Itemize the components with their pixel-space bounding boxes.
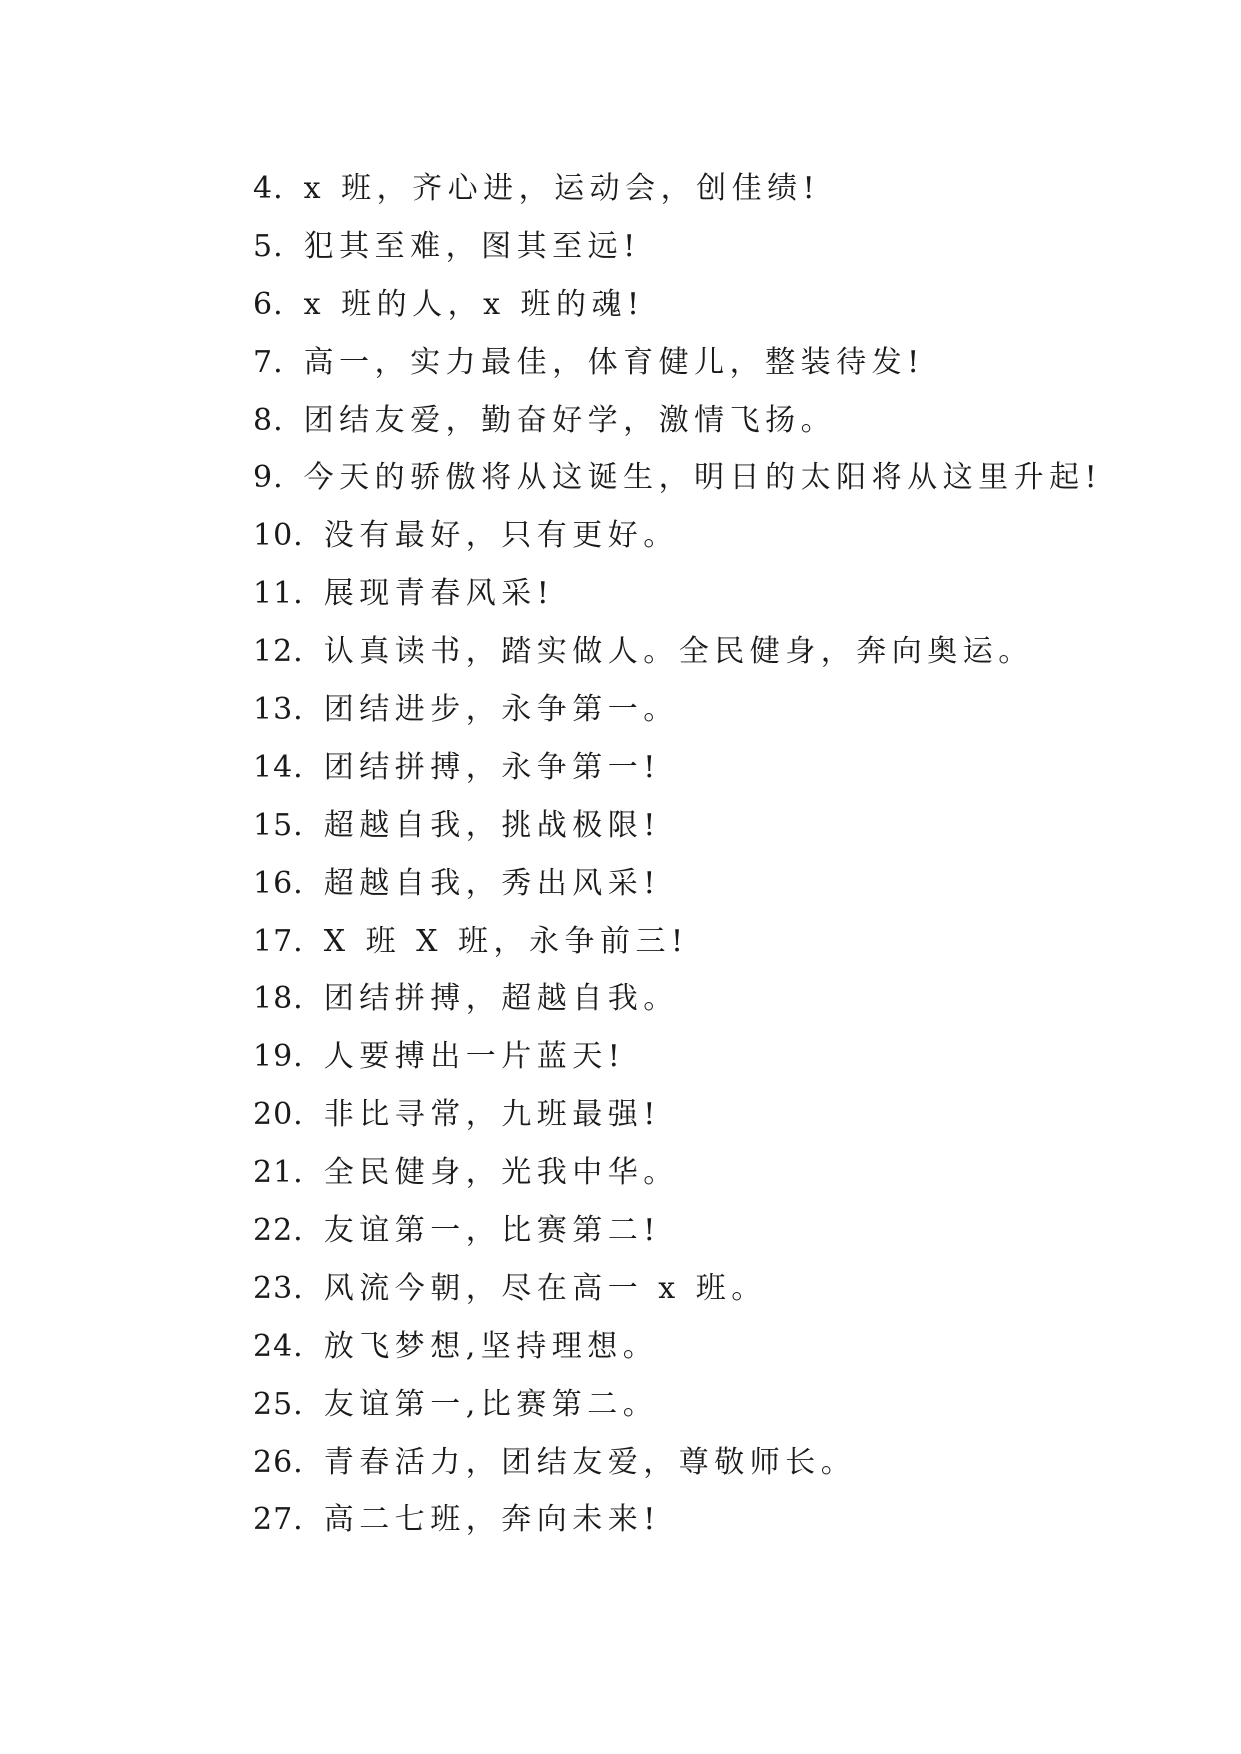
slogan-number: 19. [253,1039,304,1075]
slogan-item [253,1318,1102,1376]
slogan-item [253,276,1102,334]
slogan-item [253,1086,1102,1144]
slogan-text: 风流今朝，尽在高一 x 班。 [323,1270,767,1306]
slogan-number: 26. [253,1444,304,1480]
slogan-item [253,623,1102,681]
slogan-number: 14. [253,749,304,785]
slogan-item [253,449,1102,507]
slogan-number: 21. [253,1155,304,1191]
slogan-number: 13. [253,692,304,728]
slogan-text: 团结进步，永争第一。 [323,692,679,728]
slogan-number: 5. [253,228,284,264]
slogan-text: 青春活力，团结友爱，尊敬师长。 [323,1444,857,1480]
slogan-text: 高一，实力最佳，体育健儿，整装待发! [303,344,925,380]
slogan-text: 超越自我，挑战极限! [323,807,661,843]
slogan-number: 16. [253,865,304,901]
slogan-text: 友谊第一,比赛第二。 [323,1386,659,1422]
slogan-number: 24. [253,1328,304,1364]
slogan-item [253,1491,1102,1549]
slogan-number: 4. [253,171,284,206]
slogan-list [253,160,1102,1549]
slogan-item [253,681,1102,739]
slogan-number: 23. [253,1270,304,1306]
slogan-text: 高二七班，奔向未来! [323,1502,661,1538]
slogan-item [253,855,1102,913]
slogan-number: 8. [253,402,284,438]
slogan-text: X 班 X 班，永争前三! [323,923,689,959]
slogan-text: 团结友爱，勤奋好学，激情飞扬。 [303,402,837,438]
slogan-item [253,565,1102,623]
slogan-item [253,218,1102,276]
slogan-number: 9. [253,460,284,496]
slogan-text: 非比寻常，九班最强! [323,1097,661,1133]
slogan-text: 今天的骄傲将从这诞生，明日的太阳将从这里升起! [303,460,1103,496]
slogan-text: x 班的人，x 班的魂! [303,286,645,322]
slogan-item [253,1434,1102,1492]
slogan-number: 25. [253,1386,304,1422]
slogan-text: 友谊第一，比赛第二! [323,1213,661,1249]
slogan-text: 人要搏出一片蓝天! [323,1039,626,1075]
slogan-number: 20. [253,1097,304,1133]
slogan-text: 团结拼搏，超越自我。 [323,981,679,1017]
slogan-item [253,1260,1102,1318]
slogan-text: x 班，齐心进，运动会，创佳绩! [303,171,821,206]
slogan-item [253,392,1102,450]
slogan-number: 22. [253,1213,304,1249]
slogan-item [253,1028,1102,1086]
slogan-item [253,970,1102,1028]
slogan-item [253,739,1102,797]
slogan-number: 6. [253,286,284,322]
slogan-number: 12. [253,634,304,670]
slogan-number: 11. [253,576,304,612]
slogan-number: 10. [253,518,304,554]
slogan-number: 17. [253,923,304,959]
slogan-text: 团结拼搏，永争第一! [323,749,661,785]
slogan-item [253,1144,1102,1202]
slogan-text: 放飞梦想,坚持理想。 [323,1328,659,1364]
slogan-text: 没有最好，只有更好。 [323,518,679,554]
slogan-item [253,507,1102,565]
slogan-item [253,1202,1102,1260]
slogan-text: 全民健身，光我中华。 [323,1155,679,1191]
slogan-number: 7. [253,344,284,380]
slogan-item [253,334,1102,392]
slogan-item [253,797,1102,855]
slogan-text: 超越自我，秀出风采! [323,865,661,901]
slogan-text: 展现青春风采! [323,576,555,612]
slogan-item [253,1376,1102,1434]
slogan-number: 18. [253,981,304,1017]
slogan-text: 犯其至难，图其至远! [303,228,641,264]
slogan-item [253,160,1102,218]
slogan-item [253,913,1102,971]
slogan-text: 认真读书，踏实做人。全民健身，奔向奥运。 [323,634,1034,670]
slogan-number: 27. [253,1502,304,1538]
slogan-number: 15. [253,807,304,843]
